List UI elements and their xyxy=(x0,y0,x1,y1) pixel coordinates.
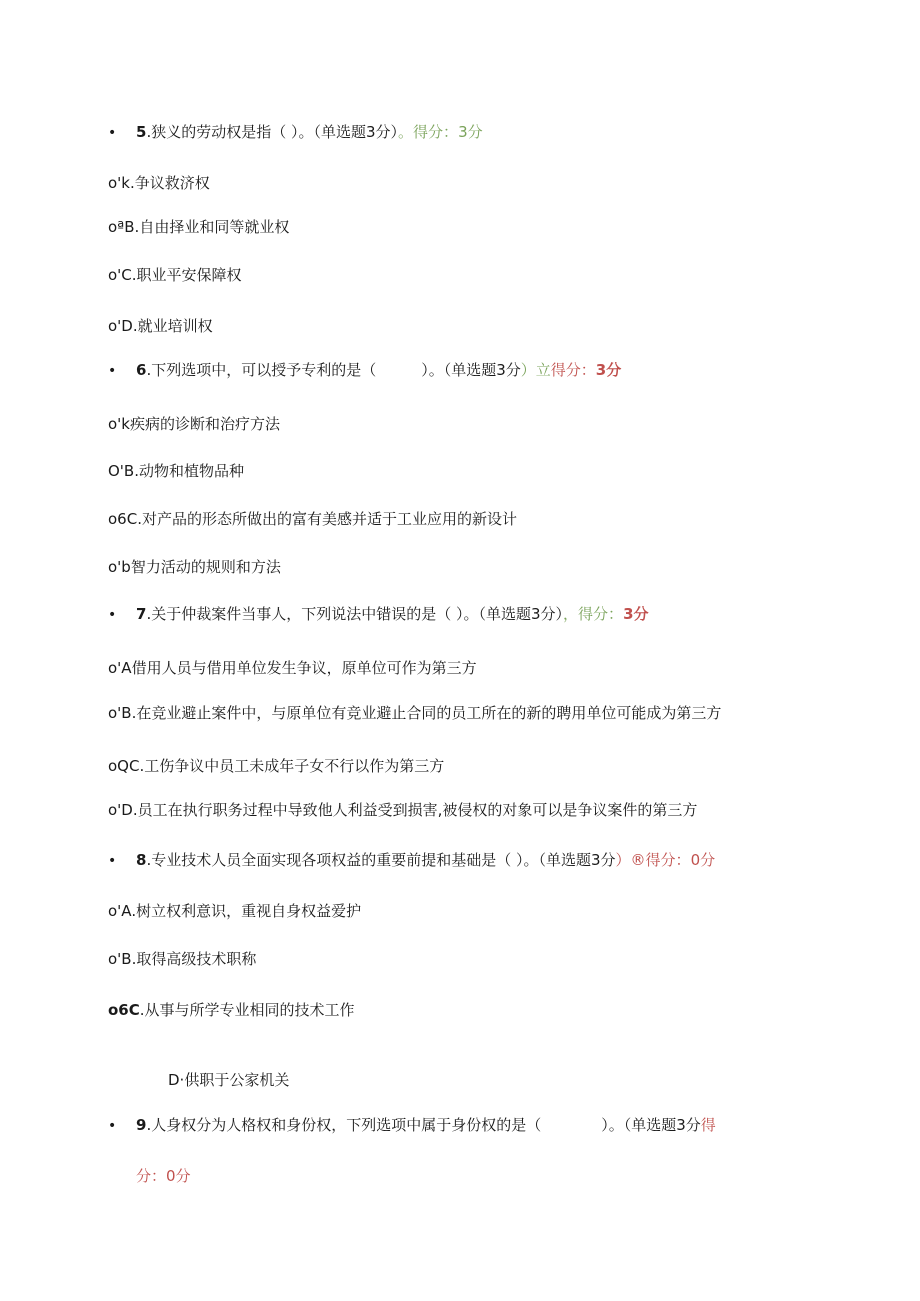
option-marker: o6C xyxy=(108,510,138,528)
option-marker: o'k xyxy=(108,174,130,192)
score-prefix: ）立 xyxy=(520,361,551,379)
option-8a[interactable] xyxy=(108,901,361,921)
option-text: .动物和植物品种 xyxy=(134,462,245,480)
option-text: .树立权利意识，重视自身权益爱护 xyxy=(131,902,362,920)
score-label: 得分： xyxy=(550,361,596,379)
option-marker: o6C xyxy=(108,1001,140,1019)
bullet: • xyxy=(108,853,117,869)
option-marker: o'D xyxy=(108,801,133,819)
score-prefix: 。 xyxy=(398,123,414,141)
option-marker: o'k xyxy=(108,415,130,433)
question-number: 9 xyxy=(136,1116,147,1134)
option-text: 借用人员与借用单位发生争议，原单位可作为第三方 xyxy=(131,659,477,677)
option-text: .争议救济权 xyxy=(130,174,210,192)
question-8 xyxy=(108,850,715,871)
bullet: • xyxy=(108,125,117,141)
option-8b[interactable] xyxy=(108,949,256,969)
option-marker: oQC xyxy=(108,757,140,775)
score-prefix: ， xyxy=(563,605,579,623)
option-text: 智力活动的规则和方法 xyxy=(130,558,281,576)
option-text: .在竞业避止案件中，与原单位有竞业避止合同的员工所在的新的聘用单位可能成为第三方 xyxy=(131,704,722,722)
score-label: 得分： xyxy=(645,851,691,869)
score-label: 得 xyxy=(700,1116,716,1134)
score-label: 得分： xyxy=(578,605,624,623)
option-7a[interactable] xyxy=(108,658,477,678)
option-marker: o'C xyxy=(108,266,132,284)
option-text: .对产品的形态所做出的富有美感并适于工业应用的新设计 xyxy=(137,510,517,528)
question-text: .狭义的劳动权是指（ ）。（单选题3分） xyxy=(146,123,399,141)
option-text: .员工在执行职务过程中导致他人利益受到损害,被侵权的对象可以是争议案件的第三方 xyxy=(132,801,698,819)
question-text: .专业技术人员全面实现各项权益的重要前提和基础是（ ）。（单选题3分 xyxy=(146,851,616,869)
question-6 xyxy=(108,360,621,381)
option-6b[interactable] xyxy=(108,461,244,481)
option-6c[interactable] xyxy=(108,509,517,529)
option-text: 供职于公家机关 xyxy=(184,1071,290,1089)
question-9 xyxy=(108,1115,716,1136)
score-value: 3分 xyxy=(458,123,483,141)
option-text: .职业平安保障权 xyxy=(131,266,242,284)
question-9-score xyxy=(136,1166,191,1186)
option-text: 疾病的诊断和治疗方法 xyxy=(130,415,281,433)
score-value: 3分 xyxy=(623,605,649,623)
option-marker: o'B xyxy=(108,950,132,968)
option-text: .取得高级技术职称 xyxy=(131,950,257,968)
option-5b[interactable] xyxy=(108,217,289,237)
option-8d[interactable] xyxy=(168,1070,289,1090)
question-text: .关于仲裁案件当事人，下列说法中错误的是（ ）。（单选题3分） xyxy=(146,605,564,623)
question-7 xyxy=(108,604,649,625)
question-number: 7 xyxy=(136,605,147,623)
question-number: 6 xyxy=(136,361,147,379)
option-7b[interactable] xyxy=(108,703,721,723)
option-marker: D· xyxy=(168,1071,185,1089)
option-5d[interactable] xyxy=(108,316,213,336)
option-text: .就业培训权 xyxy=(132,317,213,335)
question-text: .下列选项中，可以授予专利的是（ ）。（单选题3分 xyxy=(146,361,521,379)
bullet: • xyxy=(108,1118,117,1134)
question-number: 8 xyxy=(136,851,147,869)
option-marker: o'A xyxy=(108,659,132,677)
question-number: 5 xyxy=(136,123,147,141)
option-text: .从事与所学专业相同的技术工作 xyxy=(139,1001,355,1019)
score-label: 得分： xyxy=(413,123,459,141)
option-5c[interactable] xyxy=(108,265,242,285)
option-6a[interactable] xyxy=(108,414,280,434)
score-prefix: ）® xyxy=(615,851,646,869)
question-text: .人身权分为人格权和身份权，下列选项中属于身份权的是（ ）。（单选题3分 xyxy=(146,1116,701,1134)
score-value: 3分 xyxy=(595,361,622,379)
option-marker: O'B xyxy=(108,462,135,480)
option-marker: oªB xyxy=(108,218,135,236)
option-5a[interactable] xyxy=(108,173,210,193)
option-marker: o'B xyxy=(108,704,132,722)
option-marker: o'b xyxy=(108,558,131,576)
bullet: • xyxy=(108,607,117,623)
option-7c[interactable] xyxy=(108,756,444,776)
question-5 xyxy=(108,122,483,143)
option-text: .工伤争议中员工未成年子女不行以作为第三方 xyxy=(139,757,445,775)
option-marker: o'D xyxy=(108,317,133,335)
option-8c[interactable] xyxy=(108,1000,355,1020)
score-value: 0分 xyxy=(690,851,716,869)
option-7d[interactable] xyxy=(108,800,697,820)
option-6d[interactable] xyxy=(108,557,281,577)
option-marker: o'A xyxy=(108,902,132,920)
option-text: .自由择业和同等就业权 xyxy=(134,218,290,236)
score-value: 分：0分 xyxy=(136,1167,191,1185)
bullet: • xyxy=(108,363,117,379)
